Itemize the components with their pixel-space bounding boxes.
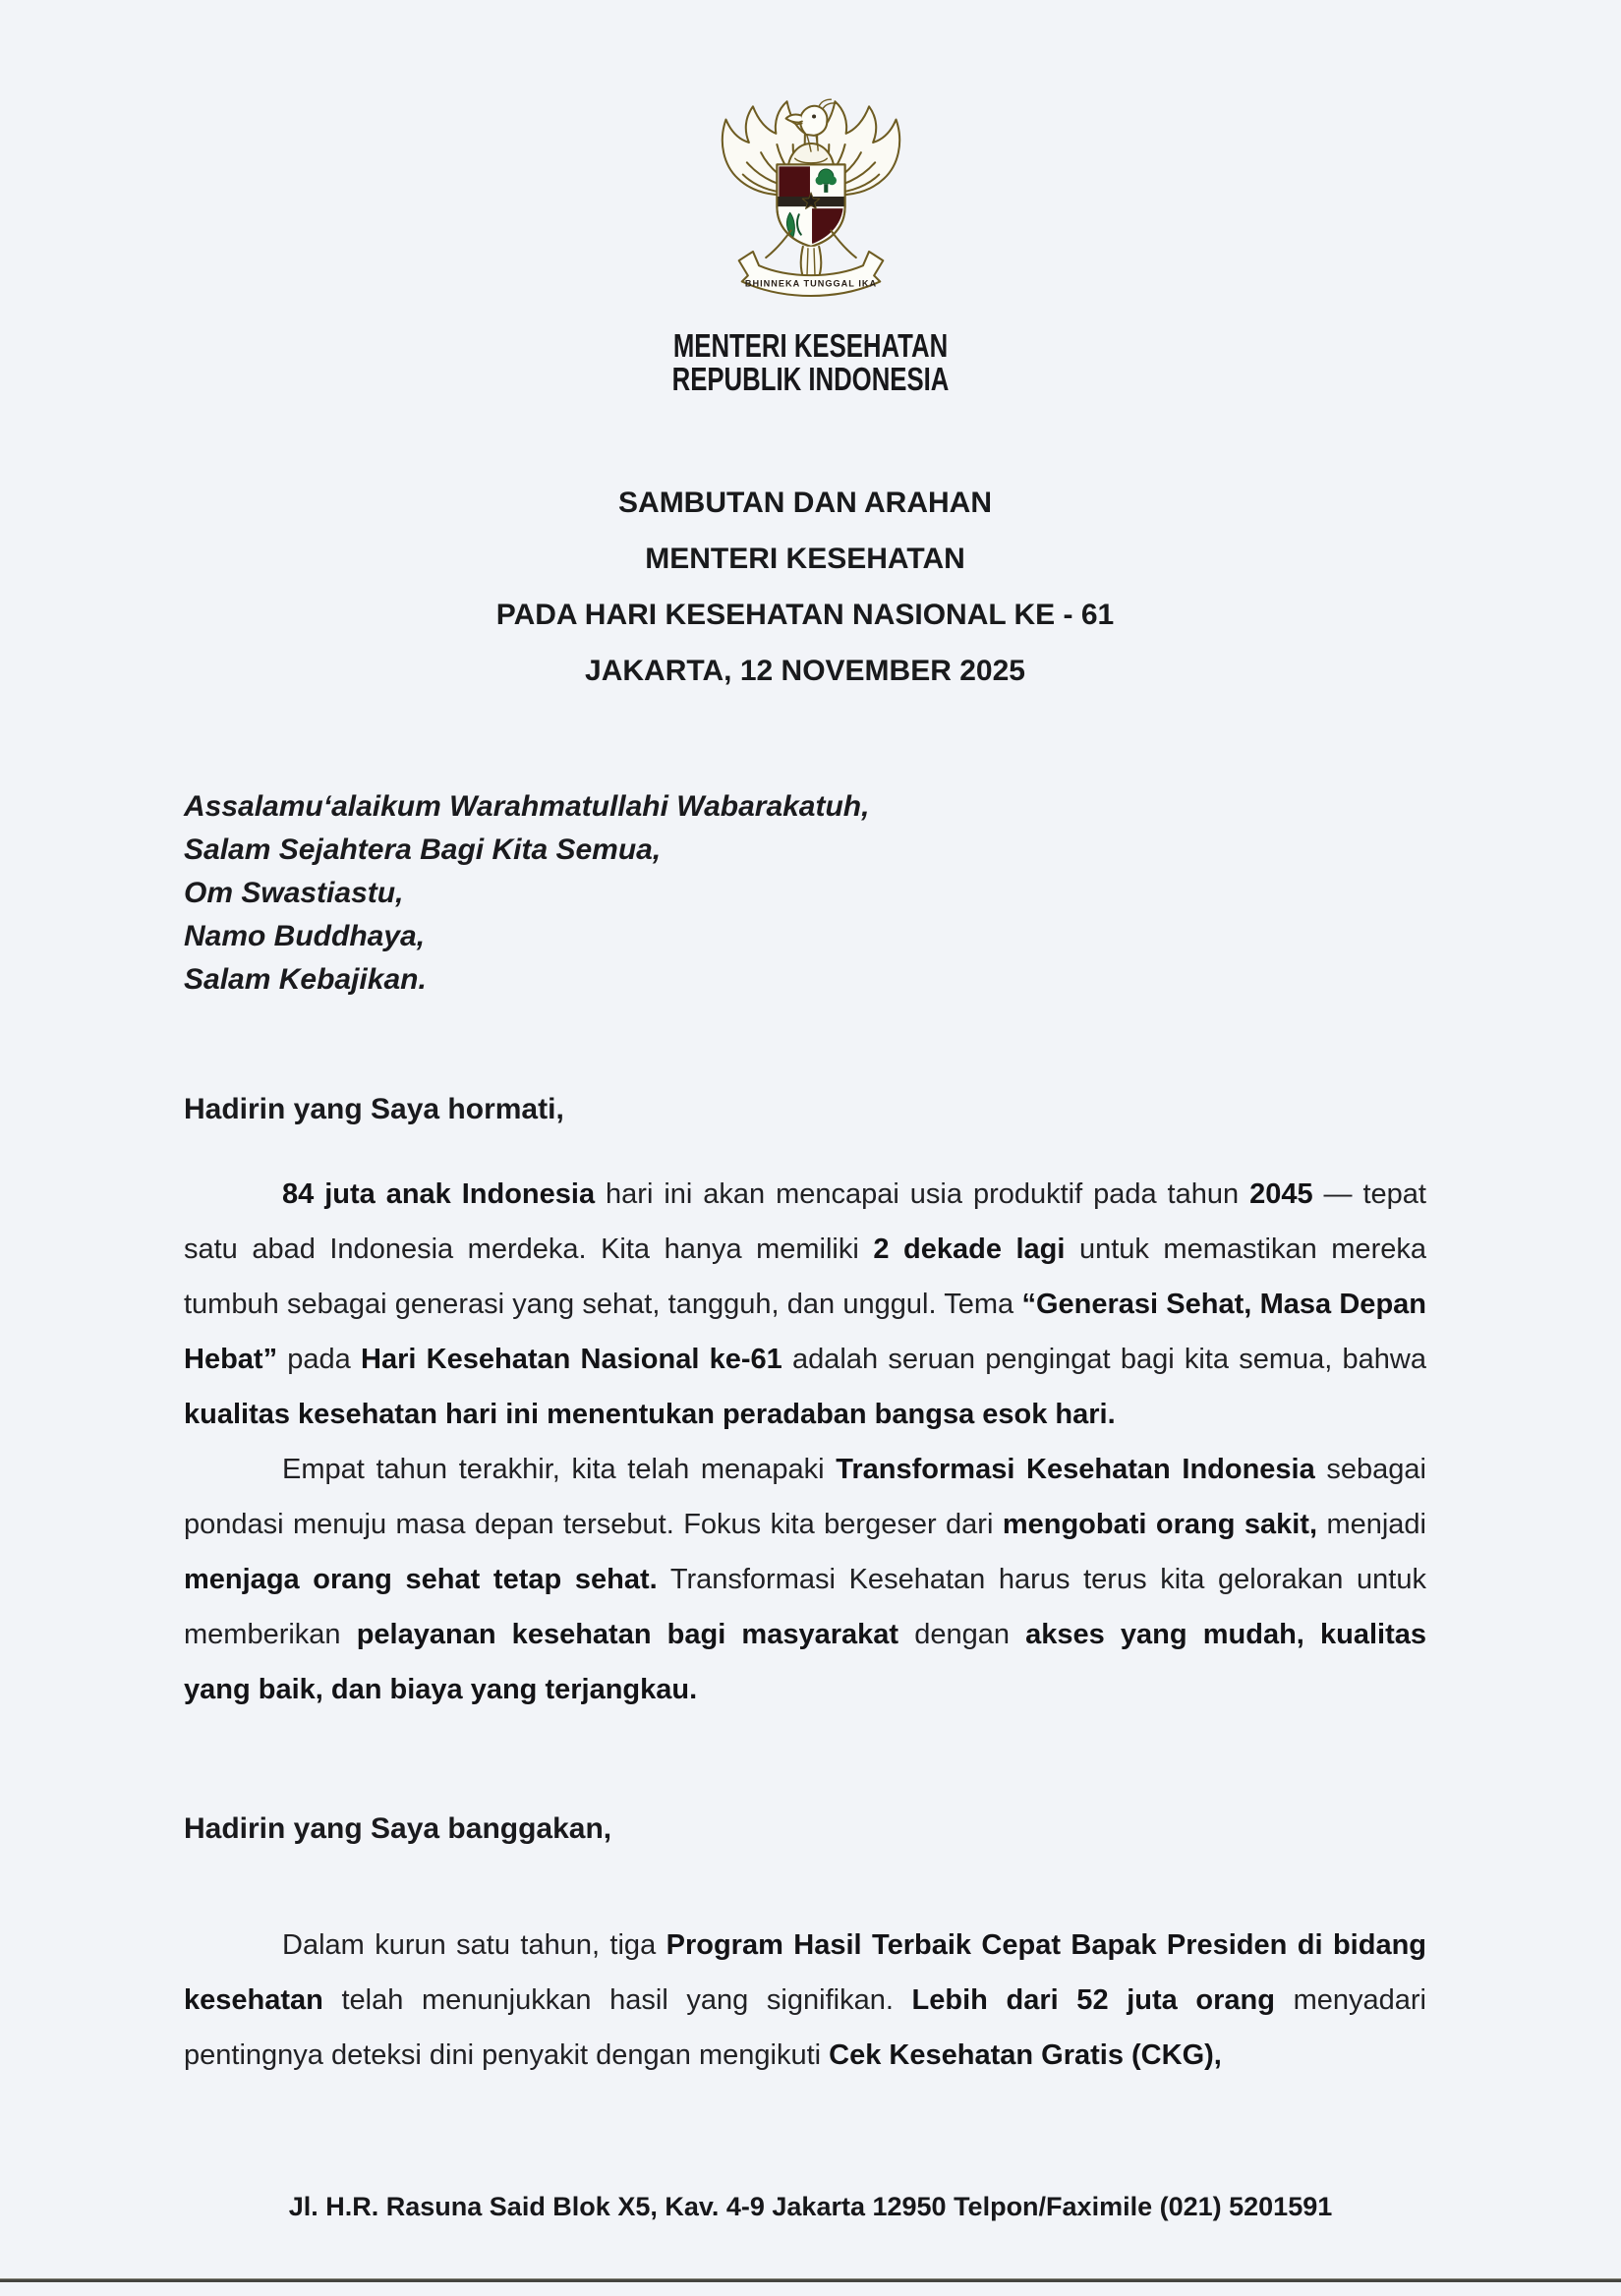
greetings-block <box>184 785 1426 1002</box>
document-title <box>184 475 1426 699</box>
footer-address: Jl. H.R. Rasuna Said Blok X5, Kav. 4-9 Jakarta 12950 Telpon/Faximile (021) 5201591 <box>288 2192 1333 2221</box>
ministry-name-line1: MENTERI KESEHATAN <box>672 327 949 364</box>
ministry-name-line2: REPUBLIK INDONESIA <box>671 361 950 397</box>
title-line-3: PADA HARI KESEHATAN NASIONAL KE - 61 <box>495 599 1115 631</box>
quadrant-maroon-tl <box>779 166 810 197</box>
greeting-line-2: Salam Sejahtera Bagi Kita Semua, <box>184 833 662 866</box>
section-heading-1: Hadirin yang Saya hormati, <box>184 1093 564 1125</box>
letterhead <box>0 0 1621 316</box>
greeting-line-4: Namo Buddhaya, <box>184 920 426 952</box>
ministry-name <box>0 329 1621 396</box>
section-heading-2: Hadirin yang Saya banggakan, <box>184 1812 612 1845</box>
title-line-2: MENTERI KESEHATAN <box>645 543 965 575</box>
paragraph-2: Empat tahun terakhir, kita telah menapaki Transformasi Kesehatan Indonesia sebagai pondasi menuju masa depan tersebut. Fokus kita bergeser dari mengobati orang sakit, menjadi menjaga orang sehat tetap sehat. Transformasi Kesehatan harus terus kita gelorakan untuk memberikan pelayanan kesehatan bagi masyarakat dengan akses yang mudah, kualitas yang baik, dan biaya yang terjangkau. <box>184 1454 1426 1705</box>
title-line-1: SAMBUTAN DAN ARAHAN <box>618 487 992 519</box>
paragraph-1: 84 juta anak Indonesia hari ini akan mencapai usia produktif pada tahun 2045 — tepat satu abad Indonesia merdeka. Kita hanya memiliki 2 dekade lagi untuk memastikan mereka tumbuh sebagai generasi yang sehat, tangguh, dan unggul. Tema “Generasi Sehat, Masa Depan Hebat” pada Hari Kesehatan Nasional ke-61 adalah seruan pengingat bagi kita semua, bahwa kualitas kesehatan hari ini menentukan peradaban bangsa esok hari. <box>184 1178 1426 1430</box>
letter-body <box>0 475 1621 2083</box>
garuda-pancasila-emblem <box>711 88 911 311</box>
title-line-4: JAKARTA, 12 NOVEMBER 2025 <box>585 655 1025 687</box>
motto-text: BHINNEKA TUNGGAL IKA <box>744 278 877 289</box>
page-bottom-rule <box>0 2278 1621 2282</box>
greeting-line-5: Salam Kebajikan. <box>184 963 427 996</box>
greeting-line-3: Om Swastiastu, <box>184 877 404 909</box>
paragraph-3: Dalam kurun satu tahun, tiga Program Hasil Terbaik Cepat Bapak Presiden di bidang kesehatan telah menunjukkan hasil yang signifikan. Lebih dari 52 juta orang menyadari pentingnya deteksi dini penyakit dengan mengikuti Cek Kesehatan Gratis (CKG), <box>184 1929 1427 2071</box>
greeting-line-1: Assalamu‘alaikum Warahmatullahi Wabarakatuh, <box>184 790 870 823</box>
